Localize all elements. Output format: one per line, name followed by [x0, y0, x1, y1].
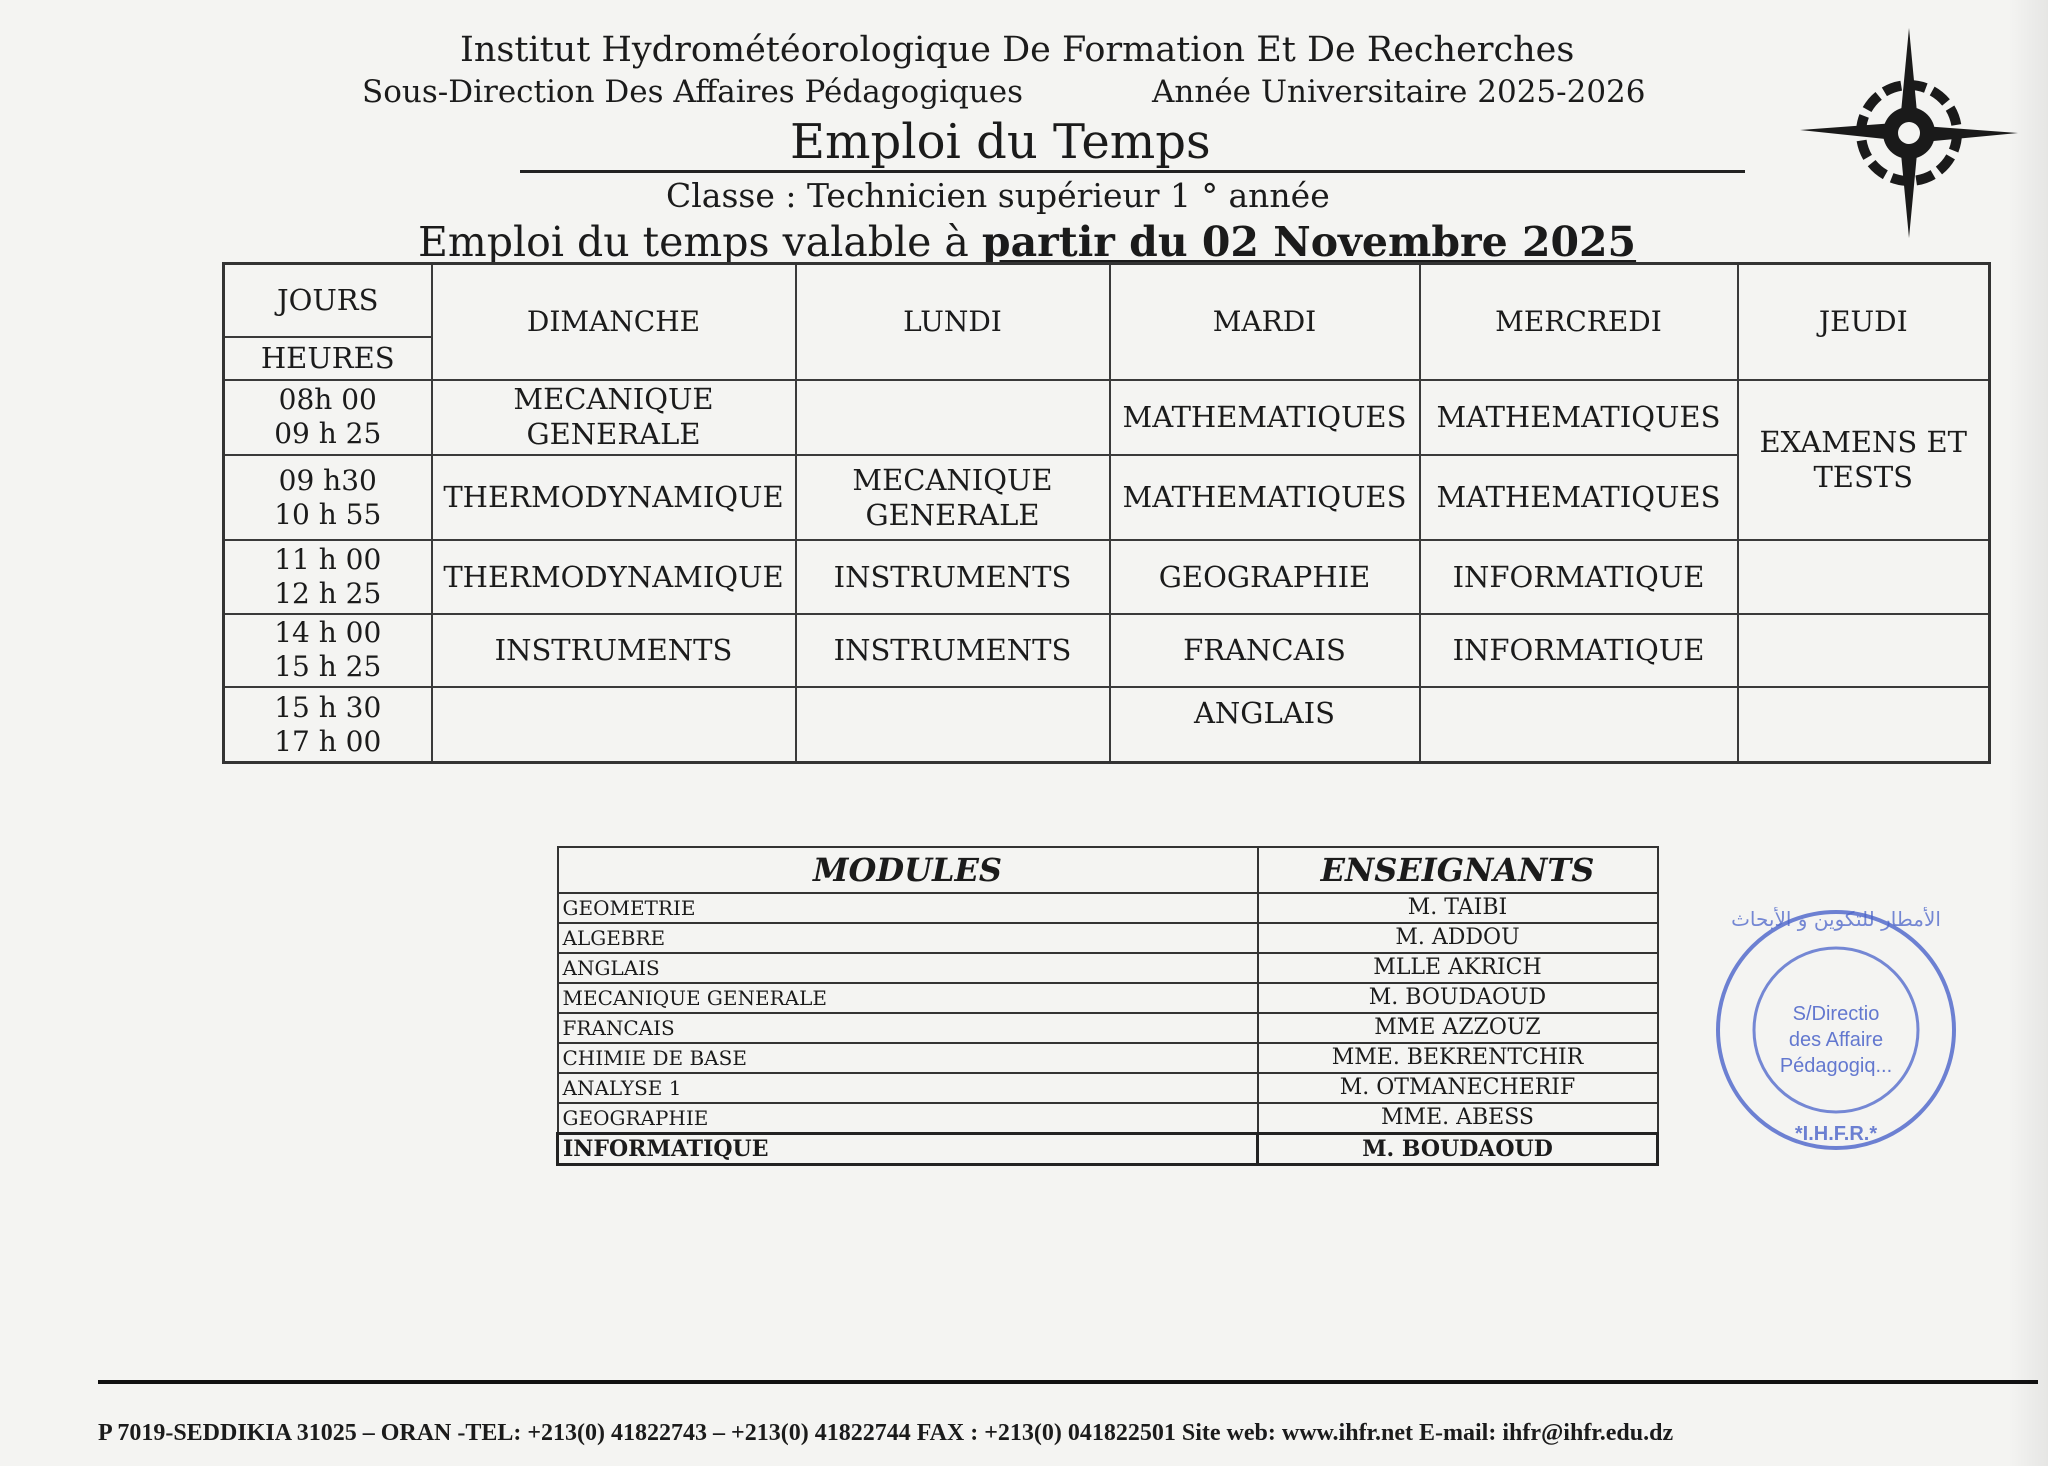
course-line: TESTS [1813, 460, 1914, 495]
course-cell [432, 380, 796, 455]
time-slot-2 [224, 455, 432, 541]
course-cell [796, 455, 1110, 541]
teacher-name: M. TAIBI [1258, 893, 1658, 923]
validity-line [418, 218, 1636, 266]
day-header-jeudi: JEUDI [1738, 264, 1990, 380]
module-name: ANALYSE 1 [558, 1073, 1258, 1103]
teacher-name: M. ADDOU [1258, 923, 1658, 953]
module-name: ALGEBRE [558, 923, 1258, 953]
course-cell: FRANCAIS [1110, 614, 1420, 687]
corner-hours-cell [224, 337, 432, 380]
table-row [558, 923, 1658, 953]
slot-end: 10 h 55 [274, 497, 382, 531]
exam-cell [1738, 380, 1990, 541]
table-row [558, 1073, 1658, 1103]
day-header-lundi: LUNDI [796, 264, 1110, 380]
time-slot-5 [224, 687, 432, 762]
teacher-name: MME. BEKRENTCHIR [1258, 1043, 1658, 1073]
page-title: Emploi du Temps [790, 114, 1211, 170]
validity-date: partir du 02 Novembre 2025 [981, 218, 1637, 266]
corner-days-cell [224, 264, 432, 337]
stamp-bottom: *I.H.F.R.* [1794, 1123, 1878, 1145]
stamp-arabic-text: الأمطار للتكوين و الأبحاث [1731, 907, 1941, 931]
course-cell: THERMODYNAMIQUE [432, 455, 796, 541]
module-name: FRANCAIS [558, 1013, 1258, 1043]
course-cell: MATHEMATIQUES [1420, 455, 1738, 541]
teacher-name: M. BOUDAOUD [1258, 1134, 1658, 1165]
slot-end: 09 h 25 [274, 417, 382, 451]
teacher-name: MLLE AKRICH [1258, 953, 1658, 983]
course-cell: ANGLAIS [1110, 687, 1420, 762]
teacher-name: MME. ABESS [1258, 1103, 1658, 1134]
course-cell: INSTRUMENTS [796, 540, 1110, 613]
institute-name: Institut Hydrométéorologique De Formation Et De Recherches [460, 30, 1575, 70]
validity-prefix: Emploi du temps valable à [418, 218, 982, 266]
teacher-name: M. OTMANECHERIF [1258, 1073, 1658, 1103]
table-row [558, 1103, 1658, 1134]
slot-start: 09 h30 [278, 463, 377, 497]
course-cell: MATHEMATIQUES [1420, 380, 1738, 455]
corner-days-label: JOURS [276, 282, 379, 317]
module-name: CHIMIE DE BASE [558, 1043, 1258, 1073]
stamp-line3: Pédagogiq... [1779, 1055, 1893, 1077]
time-slot-4 [224, 614, 432, 687]
course-cell: GEOGRAPHIE [1110, 540, 1420, 613]
slot-end: 12 h 25 [274, 577, 382, 611]
module-name: ANGLAIS [558, 953, 1258, 983]
course-line: GENERALE [526, 417, 701, 452]
course-cell: THERMODYNAMIQUE [432, 540, 796, 613]
table-row [558, 953, 1658, 983]
official-stamp-icon [1706, 900, 1966, 1160]
table-row [558, 1134, 1658, 1165]
footer-rule [98, 1380, 2038, 1384]
modules-teachers-table [556, 846, 1659, 1166]
day-header-mardi: MARDI [1110, 264, 1420, 380]
course-cell [1420, 687, 1738, 762]
time-slot-1 [224, 380, 432, 455]
timetable [222, 262, 1991, 764]
course-line: EXAMENS ET [1759, 425, 1968, 460]
course-cell: INFORMATIQUE [1420, 540, 1738, 613]
course-cell: INSTRUMENTS [432, 614, 796, 687]
course-cell [432, 687, 796, 762]
module-name: GEOMETRIE [558, 893, 1258, 923]
subdirection-name: Sous-Direction Des Affaires Pédagogiques [362, 74, 1024, 110]
course-cell [796, 687, 1110, 762]
course-cell [796, 380, 1110, 455]
slot-end: 17 h 00 [274, 724, 382, 758]
academic-year: Année Universitaire 2025-2026 [1152, 74, 1646, 110]
course-cell [1738, 687, 1990, 762]
teacher-name: M. BOUDAOUD [1258, 983, 1658, 1013]
module-name: MECANIQUE GENERALE [558, 983, 1258, 1013]
time-slot-3 [224, 540, 432, 613]
stamp-line2: des Affaire [1788, 1029, 1884, 1051]
compass-rose-logo-icon [1800, 28, 2018, 238]
day-header-dimanche: DIMANCHE [432, 264, 796, 380]
day-header-mercredi: MERCREDI [1420, 264, 1738, 380]
table-row [558, 983, 1658, 1013]
course-cell: INFORMATIQUE [1420, 614, 1738, 687]
slot-start: 15 h 30 [274, 690, 382, 724]
course-cell: MATHEMATIQUES [1110, 455, 1420, 541]
table-row [558, 1043, 1658, 1073]
slot-start: 14 h 00 [274, 616, 382, 650]
table-row [558, 1013, 1658, 1043]
footer-contact: P 7019-SEDDIKIA 31025 – ORAN -TEL: +213(0) 41822743 – +213(0) 41822744 FAX : +213(0) 041822501 Site web: www.ihfr.net E-mail: ihfr@ihfr.edu.dz [98, 1420, 1674, 1446]
course-cell [1738, 540, 1990, 613]
course-line: MECANIQUE [852, 462, 1053, 497]
course-line: MECANIQUE [513, 382, 714, 417]
corner-hours-label: HEURES [260, 340, 395, 375]
title-underline [520, 170, 1745, 173]
teacher-name: MME AZZOUZ [1258, 1013, 1658, 1043]
modules-header: MODULES [558, 847, 1258, 893]
module-name: GEOGRAPHIE [558, 1103, 1258, 1134]
table-row [558, 893, 1658, 923]
module-name: INFORMATIQUE [558, 1134, 1258, 1165]
course-cell [1738, 614, 1990, 687]
class-label: Classe : Technicien supérieur 1 ° année [666, 176, 1330, 215]
course-line: GENERALE [865, 497, 1040, 532]
slot-start: 11 h 00 [274, 543, 382, 577]
slot-end: 15 h 25 [274, 650, 382, 684]
course-cell: MATHEMATIQUES [1110, 380, 1420, 455]
slot-start: 08h 00 [278, 383, 377, 417]
course-cell: INSTRUMENTS [796, 614, 1110, 687]
teachers-header: ENSEIGNANTS [1258, 847, 1658, 893]
stamp-line1: S/Directio [1792, 1003, 1880, 1025]
